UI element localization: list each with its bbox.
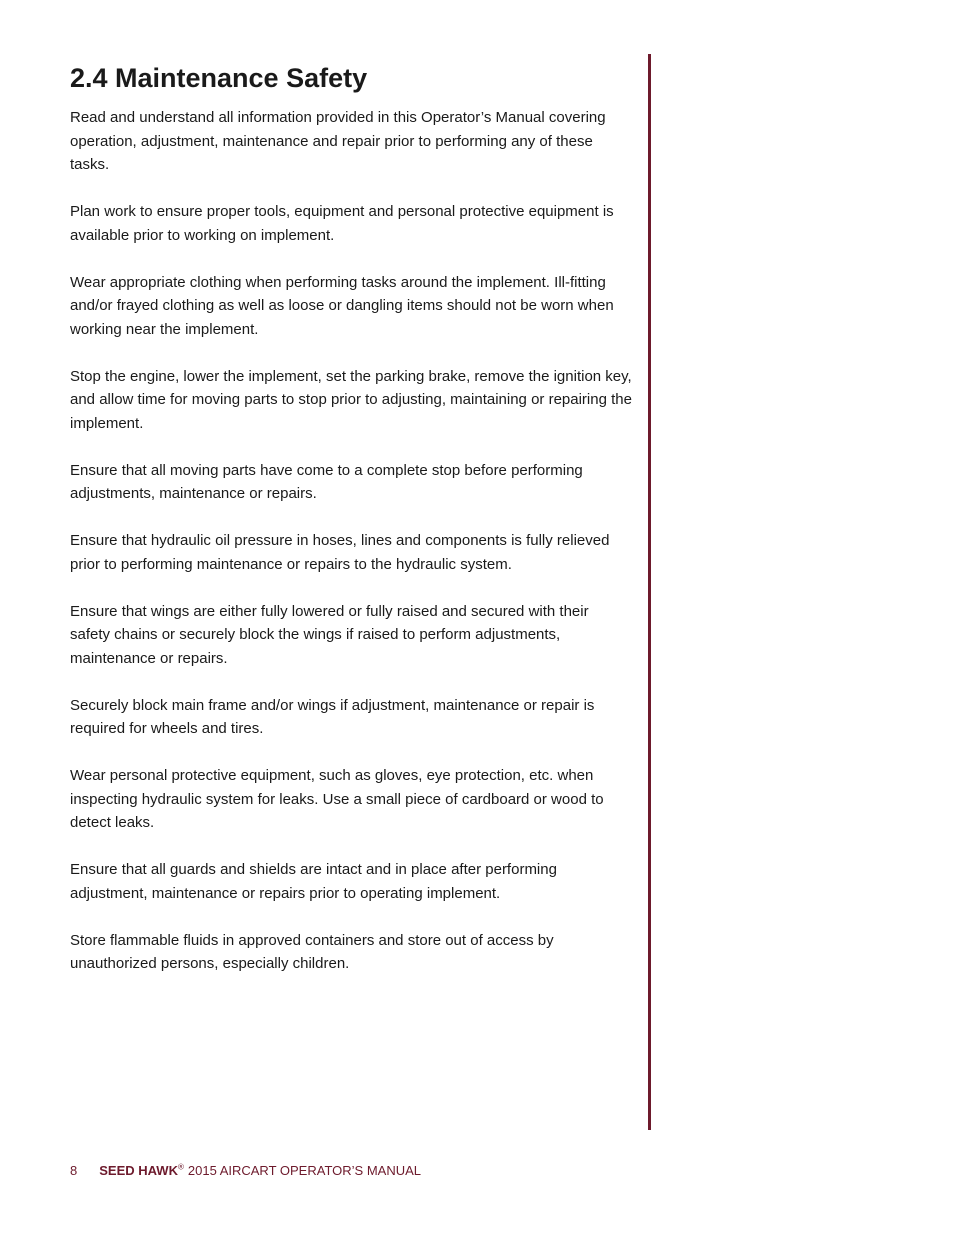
paragraph-clothing: Wear appropriate clothing when performing tasks around the implement. Ill-fitting and/or frayed clothing as well as loose or dangling items should not be worn when working near the implement. [70, 273, 614, 338]
paragraph-ppe-leaks: Wear personal protective equipment, such as gloves, eye protection, etc. when inspecting hydraulic system for leaks. Use a small piece of cardboard or wood to detect leaks. [70, 767, 604, 831]
paragraph-moving-parts: Ensure that all moving parts have come to a complete stop before performing adjustments, maintenance or repairs. [70, 461, 583, 502]
footer-manual-title: 2015 AIRCART OPERATOR’S MANUAL [187, 1163, 421, 1178]
paragraph-stop-engine: Stop the engine, lower the implement, set the parking brake, remove the ignition key, and allow time for moving parts to stop prior to adjusting, maintaining or repairing the implement. [70, 367, 632, 432]
margin-rule [648, 54, 651, 1130]
paragraph-hydraulic-pressure: Ensure that hydraulic oil pressure in hoses, lines and components is fully relieved prior to performing maintenance or repairs to the hydraulic system. [70, 532, 610, 573]
paragraph-wings: Ensure that wings are either fully lowered or fully raised and secured with their safety chains or securely block the wings if raised to perform adjustments, maintenance or repairs. [70, 602, 589, 667]
paragraph-guards: Ensure that all guards and shields are intact and in place after performing adjustment, maintenance or repairs prior to operating implement. [70, 861, 557, 902]
page-number: 8 [70, 1163, 78, 1178]
page-title: 2.4 Maintenance Safety [70, 63, 368, 93]
paragraph-flammable: Store flammable fluids in approved containers and store out of access by unauthorized persons, especially children. [70, 931, 554, 972]
paragraph-block-frame: Securely block main frame and/or wings if adjustment, maintenance or repair is required for wheels and tires. [70, 696, 595, 737]
registered-mark: ® [177, 1162, 184, 1172]
footer-brand: SEED HAWK [99, 1163, 178, 1178]
main-content [70, 60, 632, 999]
paragraph-plan-work: Plan work to ensure proper tools, equipment and personal protective equipment is available prior to working on implement. [70, 203, 614, 244]
paragraph-read-manual: Read and understand all information provided in this Operator’s Manual covering operation, adjustment, maintenance and repair prior to performing any of these tasks. [70, 109, 606, 173]
page-footer [70, 1162, 421, 1180]
